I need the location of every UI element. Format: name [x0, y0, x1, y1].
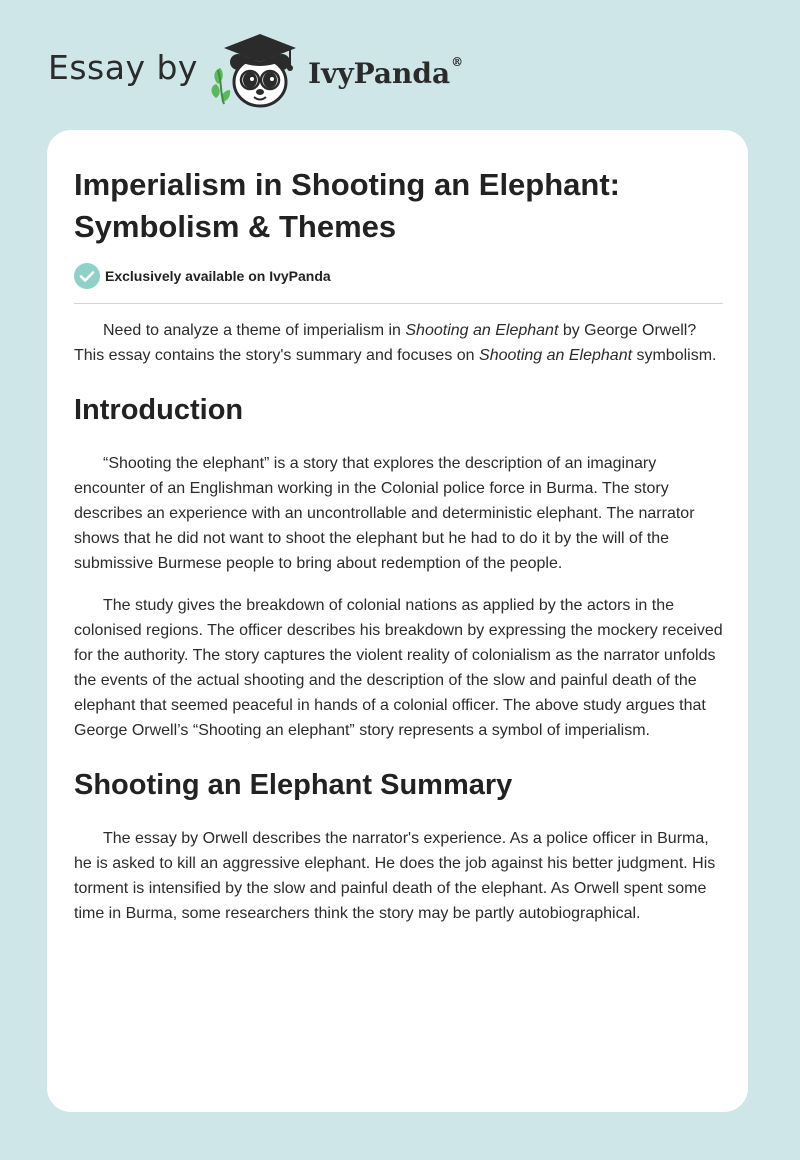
- essay-by-label: Essay by: [48, 47, 198, 87]
- paragraph: The study gives the breakdown of colonial nations as applied by the actors in the colonised regions. The officer describes his breakdown by expressing the mockery received for the authority. The story captures the violent reality of colonialism as the narrator unfolds the events of the actual shooting and the description of the slow and painful death of the elephant that seemed peaceful in hands of a colonial officer. The above study argues that George Orwell’s “Shooting an elephant” story represents a symbol of imperialism.: [74, 597, 723, 739]
- section-heading-introduction: Introduction: [74, 394, 244, 426]
- article-body: [74, 318, 724, 943]
- page-title: Imperialism in Shooting an Elephant: Symbolism & Themes: [74, 167, 620, 244]
- divider: [74, 303, 723, 304]
- essay-card: [47, 130, 748, 1112]
- intro-text-3: symbolism.: [632, 347, 717, 364]
- intro-text-2: by George Orwell? This essay contains the story's summary and focuses on: [74, 322, 697, 364]
- intro-italic-1: Shooting an Elephant: [405, 322, 559, 339]
- panda-graduate-icon[interactable]: [210, 28, 306, 112]
- exclusive-badge: [74, 263, 331, 289]
- check-circle-icon: [74, 263, 100, 289]
- intro-text-1: Need to analyze a theme of imperialism in: [103, 322, 406, 339]
- paragraph: The essay by Orwell describes the narrator's experience. As a police officer in Burma, he is asked to kill an aggressive elephant. He does the job against his better judgment. His torment is intensified by the slow and painful death of the elephant. As Orwell spent some time in Burma, some researchers think the story may be partly autobiographical.: [74, 830, 716, 922]
- exclusive-label: Exclusively available on IvyPanda: [105, 268, 331, 284]
- site-header: [48, 30, 463, 110]
- section-heading-summary: Shooting an Elephant Summary: [74, 769, 513, 801]
- registered-mark: ®: [451, 54, 464, 69]
- intro-paragraph: [74, 318, 724, 368]
- brand-name-text: IvyPanda: [307, 56, 451, 90]
- brand-name[interactable]: [307, 54, 464, 90]
- paragraph: “Shooting the elephant” is a story that explores the description of an imaginary encounter of an Englishman working in the Colonial police force in Burma. The story describes an experience with an uncontrollable and deterministic elephant. The narrator shows that he did not want to shoot the elephant but he had to do it by the will of the submissive Burmese people to bring about redemption of the people.: [74, 455, 695, 572]
- intro-italic-2: Shooting an Elephant: [479, 347, 633, 364]
